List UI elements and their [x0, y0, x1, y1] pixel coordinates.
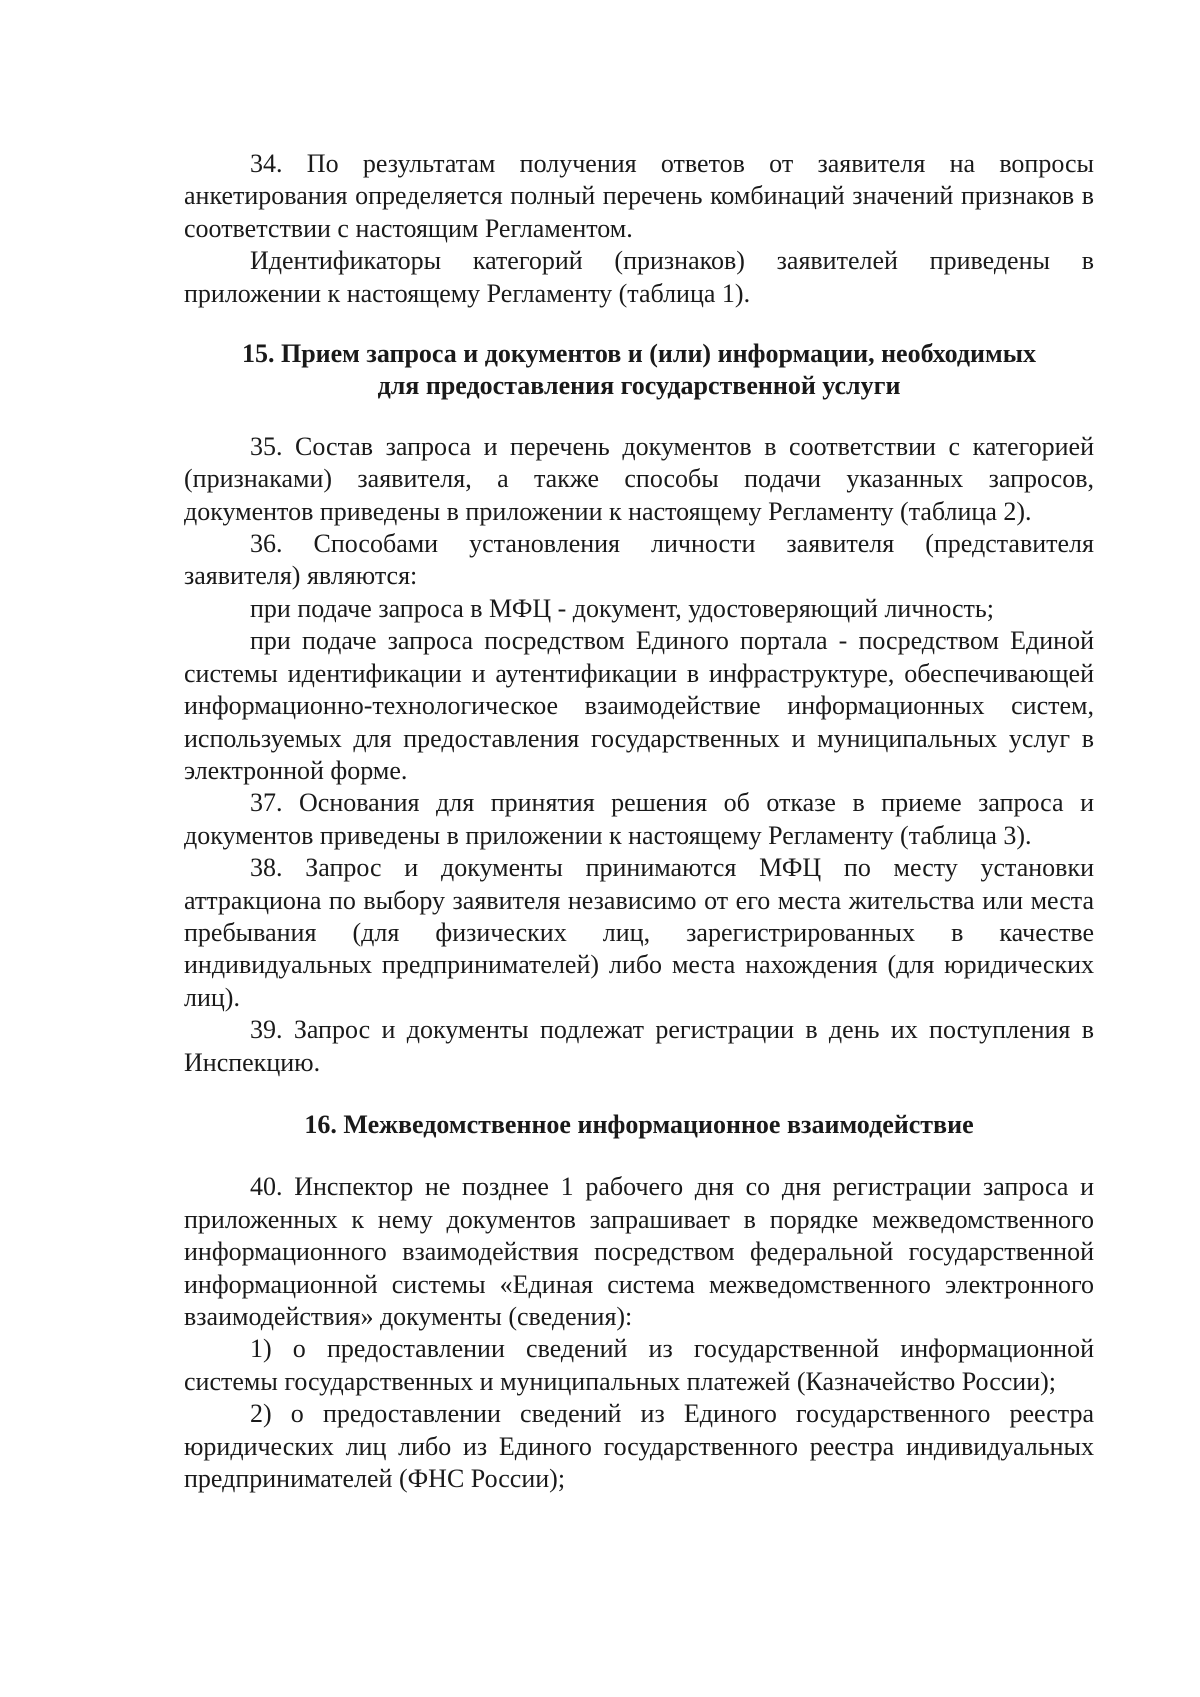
- paragraph-39: 39. Запрос и документы подлежат регистрации в день их поступления в Инспекцию.: [184, 1015, 1094, 1077]
- paragraph-36-portal: при подаче запроса посредством Единого портала - посредством Единой системы идентификации и аутентификации в инфраструктуре, обеспечивающей информационно-технологическое взаимодействие информационных систем, используемых для предоставления государственных и муниципальных услуг в электронной форме.: [184, 626, 1094, 785]
- heading-line: 15. Прием запроса и документов и (или) информации, необходимых: [241, 339, 1037, 369]
- paragraph-40-item-1: 1) о предоставлении сведений из государственной информационной системы государственных и муниципальных платежей (Казначейство России);: [184, 1334, 1094, 1396]
- document-page: [184, 148, 1094, 1495]
- section-16-heading: [184, 1109, 1094, 1141]
- paragraph-40: 40. Инспектор не позднее 1 рабочего дня со дня регистрации запроса и приложенных к нему документов запрашивает в порядке межведомственного информационного взаимодействия посредством федеральной государственной информационной системы «Единая система межведомственного электронного взаимодействия» документы (сведения):: [184, 1172, 1094, 1331]
- paragraph-36-mfc: при подаче запроса в МФЦ - документ, удостоверяющий личность;: [250, 593, 994, 623]
- paragraph-38: 38. Запрос и документы принимаются МФЦ по месту установки аттракциона по выбору заявителя независимо от его места жительства или места пребывания (для физических лиц, зарегистрированных в качестве индивидуальных предпринимателей) либо места нахождения (для юридических лиц).: [184, 853, 1094, 1012]
- paragraph-35: 35. Состав запроса и перечень документов в соответствии с категорией (признаками) заявителя, а также способы подачи указанных запросов, документов приведены в приложении к настоящему Регламенту (таблица 2).: [184, 431, 1094, 526]
- heading-line: для предоставления государственной услуги: [377, 371, 901, 401]
- paragraph-identifiers: Идентификаторы категорий (признаков) заявителей приведены в приложении к настоящему Регламенту (таблица 1).: [184, 246, 1094, 308]
- paragraph-37: 37. Основания для принятия решения об отказе в приеме запроса и документов приведены в приложении к настоящему Регламенту (таблица 3).: [184, 788, 1094, 850]
- paragraph-36: 36. Способами установления личности заявителя (представителя заявителя) являются:: [184, 529, 1094, 591]
- heading-line: 16. Межведомственное информационное взаимодействие: [304, 1109, 974, 1139]
- paragraph-40-item-2: 2) о предоставлении сведений из Единого государственного реестра юридических лиц либо из Единого государственного реестра индивидуальных предпринимателей (ФНС России);: [184, 1399, 1094, 1494]
- section-15-heading: [184, 338, 1094, 403]
- paragraph-34: 34. По результатам получения ответов от заявителя на вопросы анкетирования определяется полный перечень комбинаций значений признаков в соответствии с настоящим Регламентом.: [184, 149, 1094, 243]
